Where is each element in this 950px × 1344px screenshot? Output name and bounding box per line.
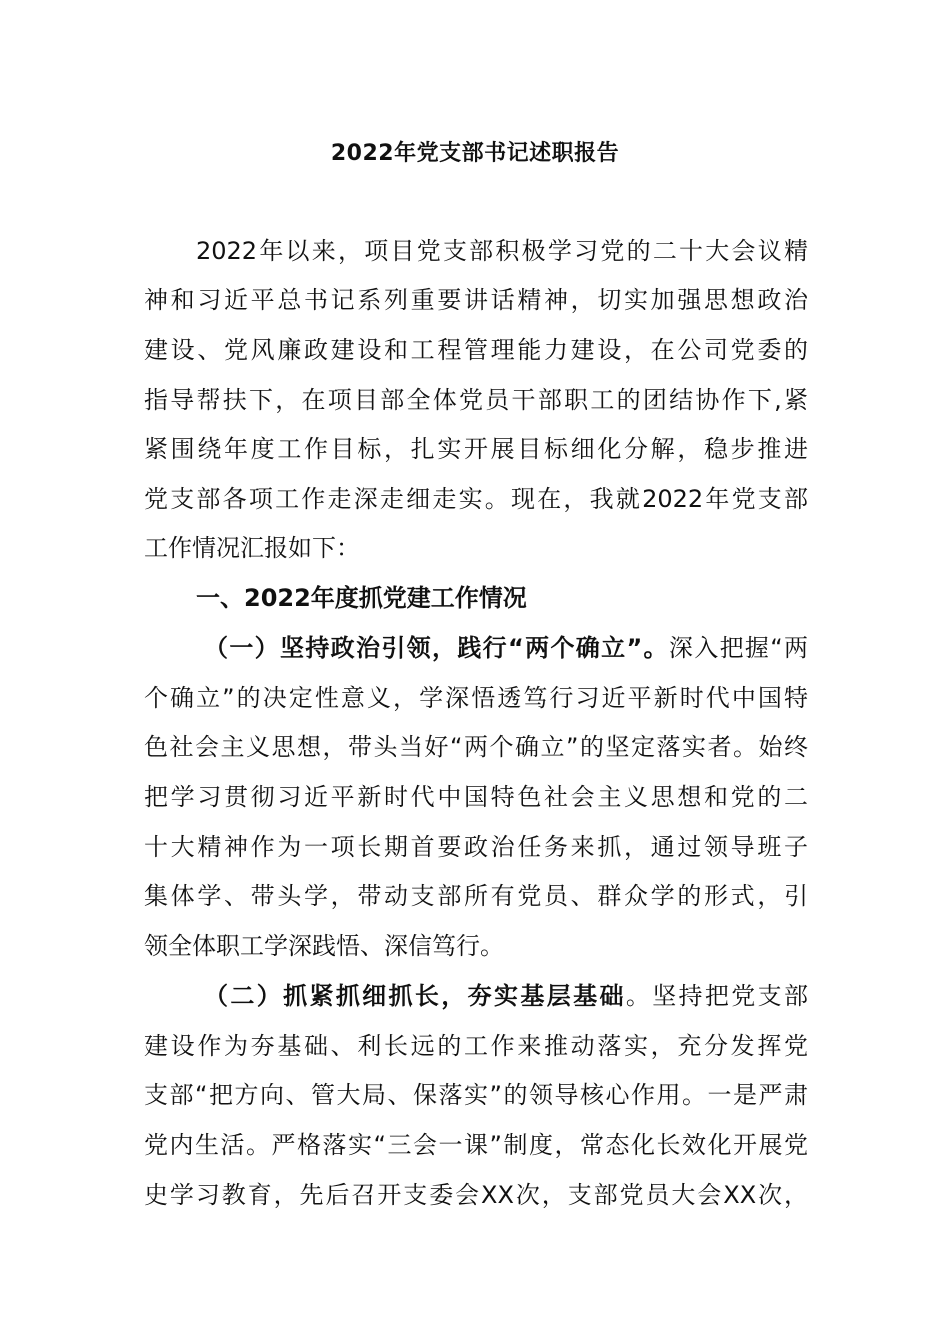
text-line bbox=[144, 1031, 808, 1061]
body-text: 工作情况汇报如下： bbox=[144, 534, 360, 562]
text-line bbox=[144, 385, 808, 415]
text-line bbox=[144, 434, 808, 464]
body-text: 把学习贯彻习近平新时代中国特色社会主义思想和党的二 bbox=[144, 783, 808, 811]
body-text: 色社会主义思想，带头当好“两个确立”的坚定落实者。始终 bbox=[144, 733, 808, 761]
text-line bbox=[196, 236, 808, 266]
text-line bbox=[204, 981, 808, 1011]
body-text: 2022年以来，项目党支部积极学习党的二十大会议精 bbox=[196, 237, 808, 265]
body-text: 支部“把方向、管大局、保落实”的领导核心作用。一是严肃 bbox=[144, 1081, 808, 1109]
body-text: 。坚持把党支部 bbox=[625, 982, 809, 1010]
text-line bbox=[144, 683, 808, 713]
body-text: 紧围绕年度工作目标，扎实开展目标细化分解，稳步推进 bbox=[144, 435, 808, 463]
body-text: 党支部各项工作走深走细走实。现在，我就2022年党支部 bbox=[144, 485, 808, 513]
body-text: 领全体职工学深践悟、深信笃行。 bbox=[144, 932, 504, 960]
body-text: 集体学、带头学，带动支部所有党员、群众学的形式，引 bbox=[144, 882, 808, 910]
text-line bbox=[144, 782, 808, 812]
document-title: 2022年党支部书记述职报告 bbox=[330, 141, 620, 166]
text-line bbox=[196, 583, 808, 613]
bold-heading-text: 一、2022年度抓党建工作情况 bbox=[196, 584, 527, 612]
text-line bbox=[144, 881, 808, 911]
text-line bbox=[144, 732, 808, 762]
bold-heading-text: （一）坚持政治引领，践行“两个确立”。 bbox=[204, 634, 669, 662]
bold-heading-text: （二）抓紧抓细抓长，夯实基层基础 bbox=[204, 982, 626, 1010]
body-text: 指导帮扶下，在项目部全体党员干部职工的团结协作下,紧 bbox=[144, 386, 808, 414]
body-text: 史学习教育，先后召开支委会XX次，支部党员大会XX次， bbox=[144, 1181, 808, 1209]
text-line bbox=[144, 335, 808, 365]
body-text: 深入把握“两 bbox=[668, 634, 809, 662]
body-text: 个确立”的决定性意义，学深悟透笃行习近平新时代中国特 bbox=[144, 684, 808, 712]
text-line bbox=[144, 1080, 808, 1110]
text-line bbox=[144, 533, 808, 563]
body-text: 建设作为夯基础、利长远的工作来推动落实，充分发挥党 bbox=[144, 1032, 808, 1060]
text-line bbox=[144, 285, 808, 315]
text-line bbox=[144, 484, 808, 514]
text-line bbox=[144, 1130, 808, 1160]
text-line bbox=[144, 832, 808, 862]
body-text: 党内生活。严格落实“三会一课”制度，常态化长效化开展党 bbox=[144, 1131, 808, 1159]
text-line bbox=[144, 1180, 808, 1210]
body-text: 神和习近平总书记系列重要讲话精神，切实加强思想政治 bbox=[144, 286, 808, 314]
body-text: 十大精神作为一项长期首要政治任务来抓，通过领导班子 bbox=[144, 833, 808, 861]
text-line bbox=[204, 633, 808, 663]
text-line bbox=[144, 931, 808, 961]
body-text: 建设、党风廉政建设和工程管理能力建设，在公司党委的 bbox=[144, 336, 808, 364]
